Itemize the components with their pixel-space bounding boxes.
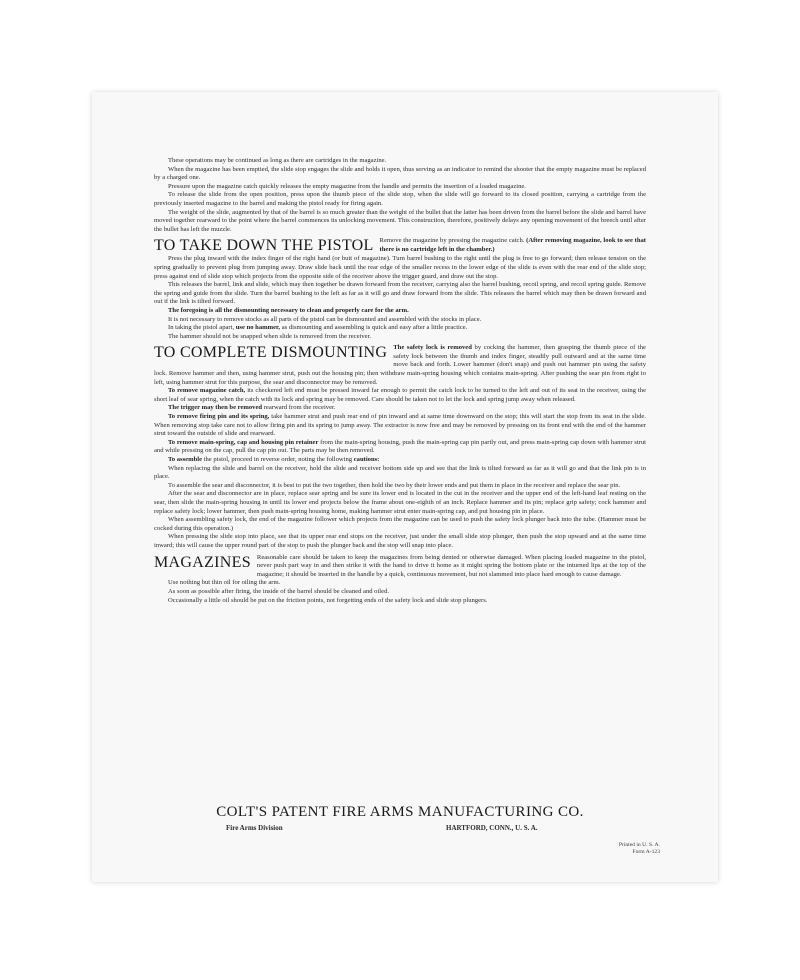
takedown-paragraph-3: The foregoing is all the dismounting necessary to clean and properly care for the arm. — [168, 306, 409, 314]
complete-assemble-bold: To assemble — [168, 456, 203, 463]
city-address: HARTFORD, CONN., U. S. A. — [446, 824, 538, 832]
caution-4: When assembling safety lock, the end of the magazine follower which projects from the magazine can be used to push the safety lock plunger back into the tube. (Hammer must be cocked during this operation.) — [154, 516, 646, 532]
complete-mainspring-text: from the main-spring housing, push the main-spring cap pin partly out, and press main-spring cap down with hammer strut and while pressing on the cap, pull the cap pin out. The parts may be then removed. — [154, 438, 646, 455]
complete-catch-text: its checkered left end must be pressed inward far enough to permit the catch lock to be turned to the left and out of its seat in the receiver, using the short leaf of sear spring, when the catch with its lock and spring may be removed. Care should be taken not to let the lock and spring jump away when released. — [154, 387, 646, 403]
takedown-p5-c: as dismounting and assembling is quick and easy after a little practice. — [280, 324, 468, 332]
takedown-paragraph-2: This releases the barrel, link and slide, which may then together be drawn forward from the receiver, carrying also the barrel bushing, recoil spring, and recoil spring guide. Remove the spring and guide from the slide. Turn the barrel bushing to the left as far as it will go and draw forward from the slide. This releases the barrel which may then be drawn forward and out if the link is tilted forward. — [154, 281, 646, 306]
document-body — [154, 157, 646, 605]
caution-2: To assemble the sear and disconnector, it is best to put the two together, then hold the two by their lower ends and put them in place in the receiver and replace the sear pin. — [168, 481, 621, 489]
magazines-intro: Reasonable care should be taken to keep the magazines from being dented or otherwise damaged. When placing loaded magazine in the pistol, never push part way in and then strike it with the hand to drive it home as it might spring the bottom plate or the inturned lips at the top of the magazine; it should be inserted in the handle by a quick, continuous movement, but not slammed into place hard enough to cause damage. — [256, 553, 646, 578]
complete-intro-text: by cocking the hammer, then grasping the thumb piece of the safety lock between the thumb and index finger, steadily pull outward and at the same time move back and forth. Lower hammer (don't snap) and push out hammer pin using the safety lock. Remove hammer and then, using hammer strut, push out the housing pin; then withdraw main-spring housing which contains main-spring. After pushing the sear pin from right to left, using hammer strut for this purpose, the sear and disconnector may be removed. — [154, 344, 646, 386]
complete-mainspring — [154, 439, 646, 456]
takedown-paragraph-5 — [154, 324, 646, 333]
form-number: Form A-123 — [632, 848, 660, 855]
complete-firing-text: take hammer strut and push rear end of pin inward and at same time downward on the stop; this will start the stop from its seat in the slide. When removing stop take care not to allow firing pin and its spring to jump away. The extractor is now free and may be removed by pressing on its front end with the end of the hammer strut toward the outside of slide and rearward. — [154, 413, 646, 438]
complete-trigger-bold: The trigger may then be removed — [168, 404, 263, 412]
takedown-section — [154, 237, 646, 341]
intro-paragraph-3: Pressure upon the magazine catch quickly releases the empty magazine from the handle and permits the insertion of a loaded magazine. — [168, 182, 526, 190]
complete-catch-bold: To remove magazine catch, — [168, 387, 246, 395]
complete-cautions-label: cautions: — [353, 456, 380, 463]
takedown-paragraph-4: It is not necessary to remove stocks as all parts of the pistol can be dismounted and assembled with the stocks in place. — [168, 315, 482, 323]
complete-intro-bold: The safety lock is removed — [393, 344, 472, 352]
magazines-line-3: Occasionally a little oil should be put on the friction points, not forgetting ends of the safety lock and slide stop plungers. — [168, 596, 488, 604]
caution-3: After the sear and disconnector are in place, replace sear spring and be sure its lower end is located in the cut in the receiver and the upper end of the left-hand leaf resting on the sear, then slide the main-spring housing in until its lower end projects below the frame about one-eighth of an inch. Replace hammer and its pin; replace grip safety; cock hammer and replace safety lock; lower hammer, then push main-spring housing home, making hammer strut enter main-spring cap, and put housing pin in place. — [154, 490, 646, 515]
complete-firing — [154, 413, 646, 439]
complete-catch — [154, 387, 646, 404]
magazines-line-2: As soon as possible after firing, the inside of the barrel should be cleaned and oiled. — [168, 587, 390, 595]
company-name: COLT'S PATENT FIRE ARMS MANUFACTURING CO. — [216, 804, 584, 820]
complete-assemble — [154, 456, 646, 465]
takedown-p5-bold: use no hammer, — [235, 324, 281, 332]
document-sheet — [92, 92, 718, 882]
takedown-paragraph-6: The hammer should not be snapped when slide is removed from the receiver. — [168, 332, 372, 340]
complete-assemble-text: the pistol, proceed in reverse order, noting the following — [202, 456, 354, 463]
footer — [154, 804, 646, 832]
complete-heading: TO COMPLETE DISMOUNTING — [154, 344, 388, 362]
intro-paragraph-5: The weight of the slide, augmented by that of the barrel is so much greater than the weight of the bullet that the latter has been driven from the barrel before the slide and barrel have moved together rearward to the point where the barrel commences its unlocking movement. This construction, therefore, positively delays any opening movement of the breech until after the bullet has left the muzzle. — [154, 208, 646, 233]
takedown-paragraph-1: Press the plug inward with the index finger of the right hand (or butt of magazine). Turn barrel bushing to the right until the plug is free to go forward; then release tension on the spring gradually to prevent plug from jumping away. Draw slide back until the rear edge of the smaller recess in the lower edge of the slide is even with the rear end of the slide stop; press against end of slide stop which projects from the opposite side of the receiver above the trigger guard, and draw out the stop. — [154, 255, 646, 280]
takedown-warning: (After removing magazine, look to see that there is no cartridge left in the chamber.) — [379, 237, 646, 253]
print-mark — [619, 842, 660, 855]
takedown-intro-text: Remove the magazine by pressing the magazine catch. — [379, 237, 525, 245]
complete-mainspring-bold: To remove main-spring, cap and housing pin retainer — [168, 438, 319, 446]
complete-trigger-text: rearward from the receiver. — [262, 404, 336, 412]
intro-paragraph-4: To release the slide from the open position, press upon the thumb piece of the slide stop, when the slide will go forward to its closed position, carrying a cartridge from the previously inserted magazine to the barrel and making the pistol ready for firing again. — [154, 191, 646, 207]
magazines-section — [154, 554, 646, 606]
complete-firing-bold: To remove firing pin and its spring, — [168, 413, 270, 421]
intro-paragraph-2: When the magazine has been emptied, the slide stop engages the slide and holds it open, thus serving as an indicator to remind the shooter that the empty magazine must be replaced by a charged one. — [154, 165, 646, 182]
complete-section — [154, 344, 646, 550]
takedown-p5-a: In taking the pistol apart, — [168, 324, 236, 332]
caution-1: When replacing the slide and barrel on the receiver, hold the slide and receiver bottom side up and see that the link is tilted forward as far as it will go and that the link pin is in place. — [154, 464, 646, 481]
magazines-line-1: Use nothing but thin oil for oiling the arm. — [168, 579, 281, 587]
caution-5: When pressing the slide stop into place, see that its upper rear end stops on the receiver, just under the small slide stop plunger, then push the stop upward and at the same time inward; this will cause the upper round part of the stop to push the plunger back and the stop will snap into place. — [154, 533, 646, 549]
division-name: Fire Arms Division — [226, 824, 283, 832]
takedown-heading: TO TAKE DOWN THE PISTOL — [154, 237, 374, 255]
magazines-heading: MAGAZINES — [154, 553, 251, 571]
footer-subrow — [154, 824, 646, 832]
intro-paragraph-1: These operations may be continued as long as there are cartridges in the magazine. — [168, 157, 387, 164]
printed-in-label: Printed in U. S. A. — [618, 842, 660, 848]
complete-trigger — [154, 404, 646, 413]
